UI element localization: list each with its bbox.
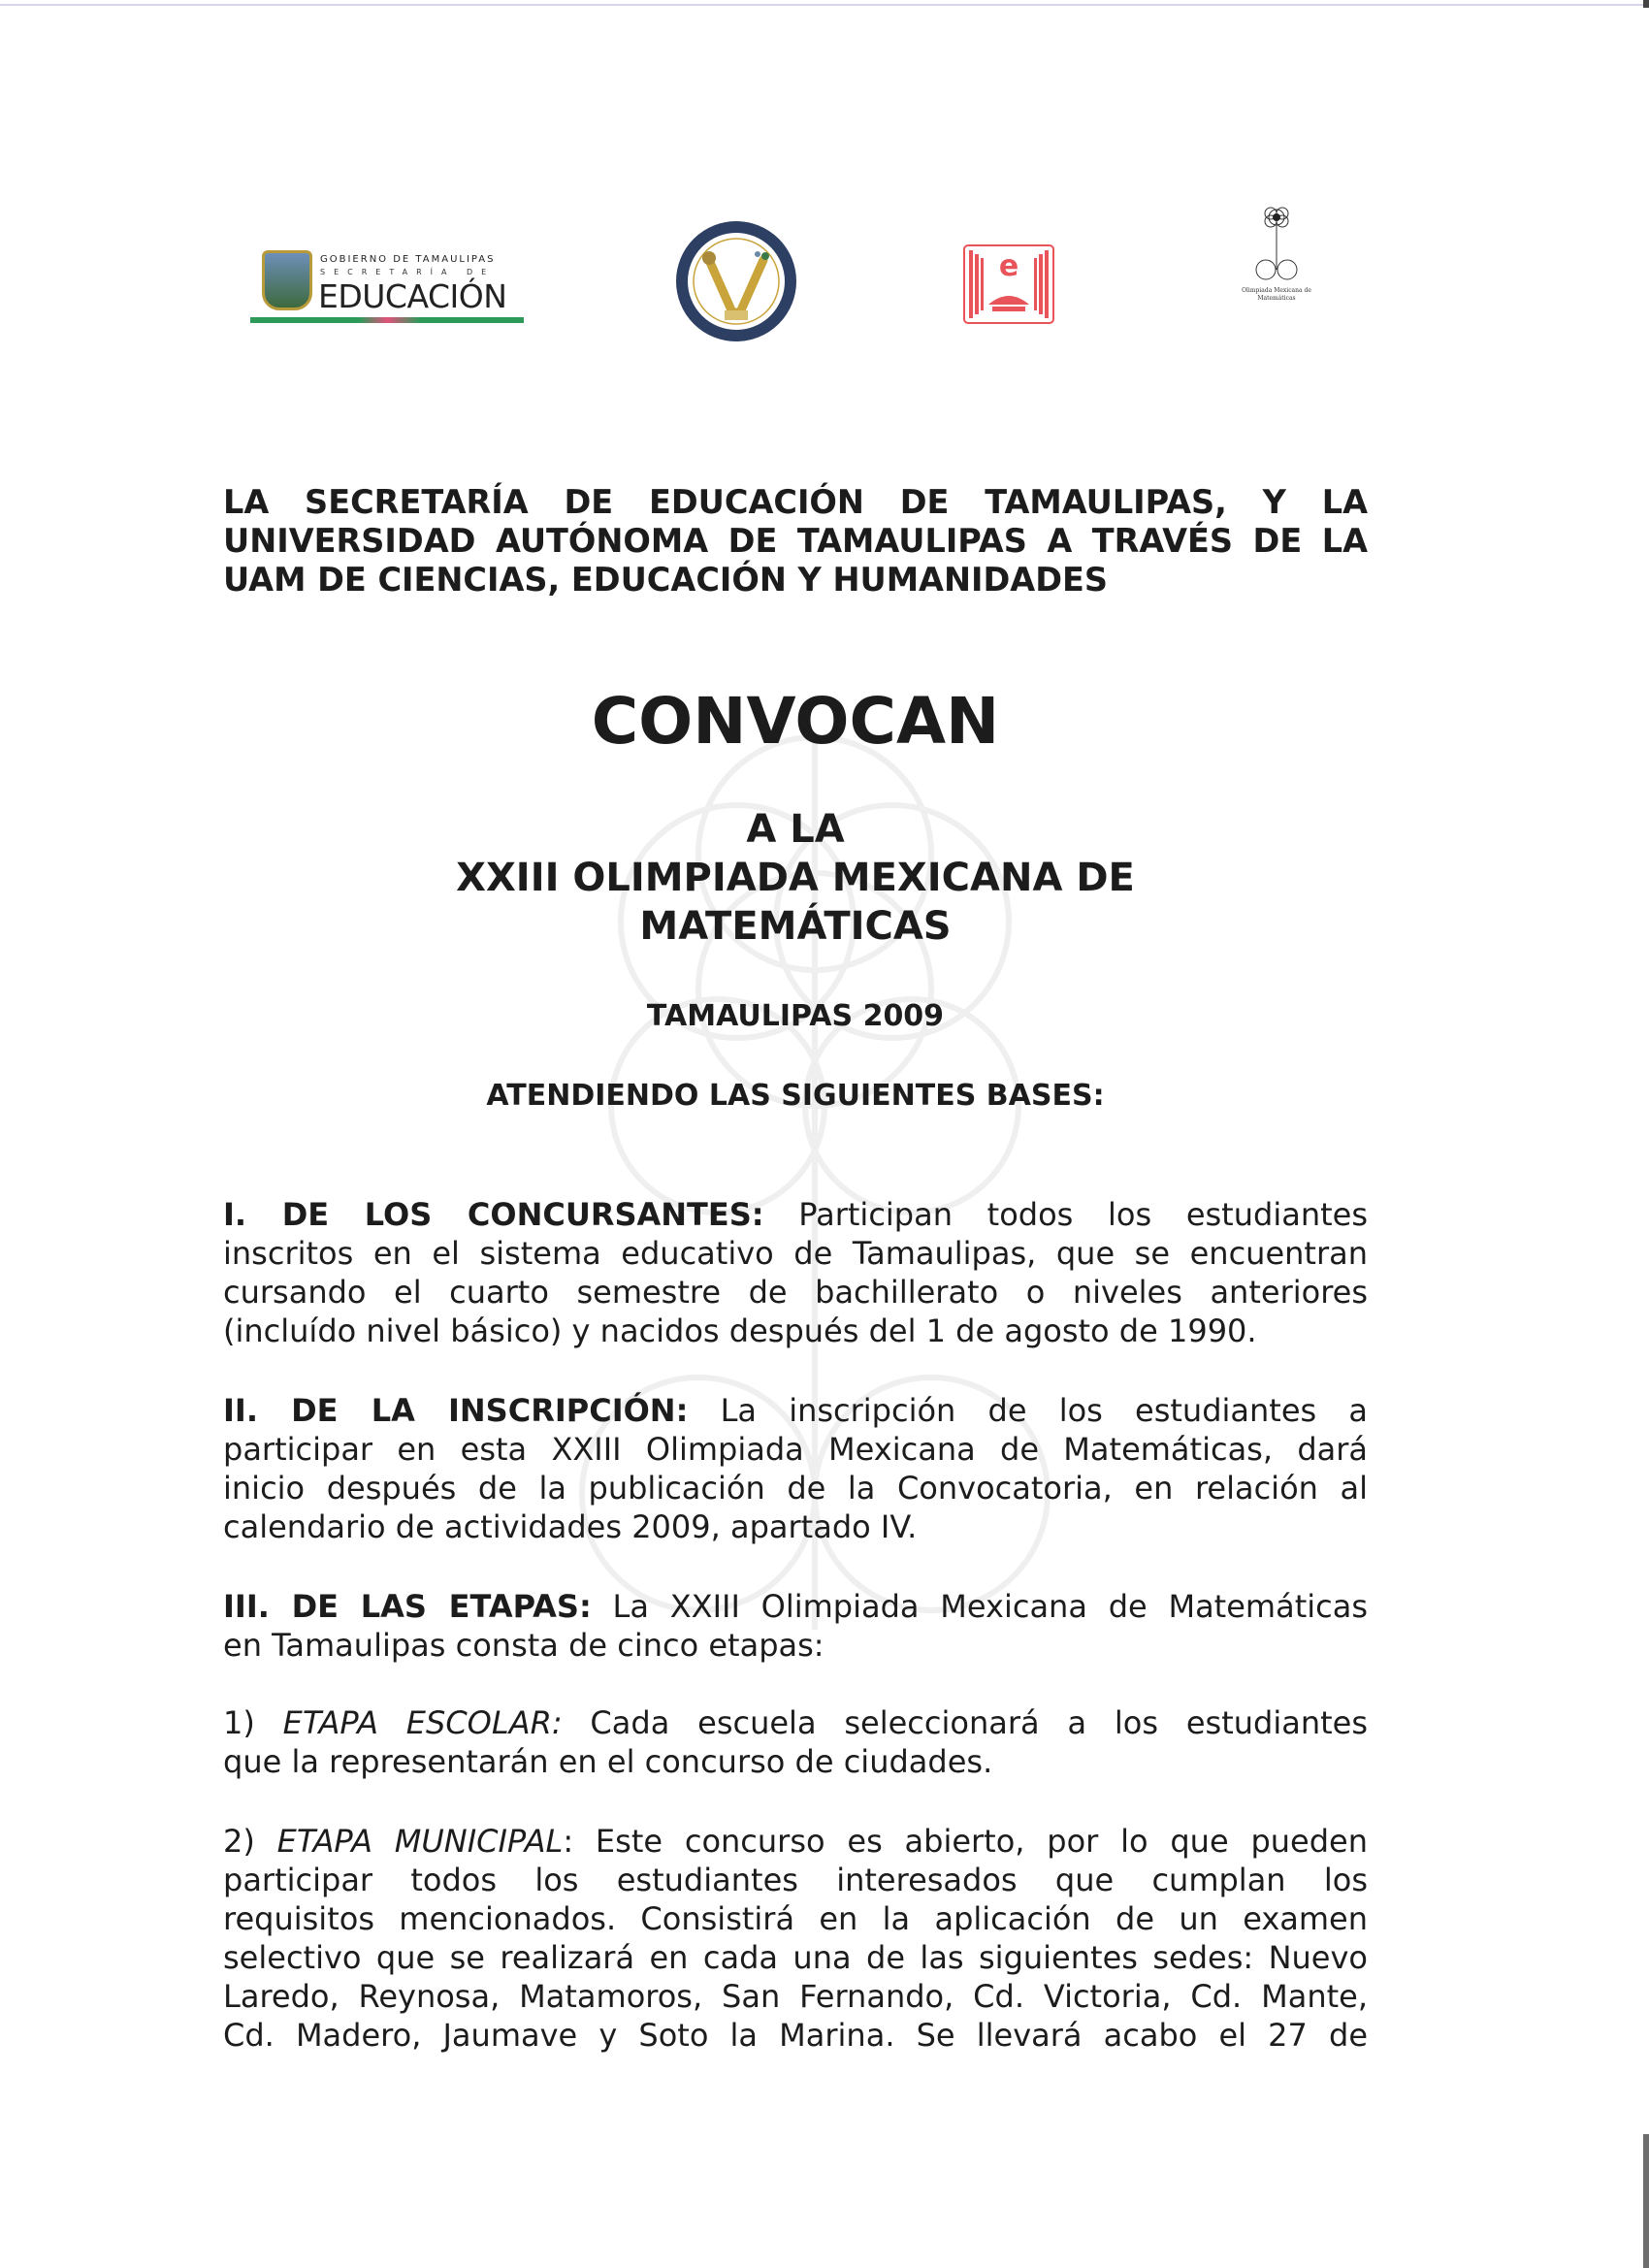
omm-logo-text xyxy=(1212,287,1341,303)
sep-logo-line3: EDUCACIÓN xyxy=(318,277,507,315)
item-text: : Este concurso es abierto, por lo que pueden xyxy=(563,1823,1369,1860)
section-text: inscritos en el sistema educativo de Tamaulipas, que se encuentran xyxy=(223,1235,1368,1272)
section-etapas xyxy=(223,1587,1368,1665)
item-text: requisitos mencionados. Consistirá en la aplicación de un examen xyxy=(223,1900,1368,1937)
title-sede: TAMAULIPAS 2009 xyxy=(646,999,945,1033)
section-text: calendario de actividades 2009, apartado IV. xyxy=(223,1508,918,1545)
etapa-municipal xyxy=(223,1822,1368,2055)
section-text: La XXIII Olimpiada Mexicana de Matemáticas xyxy=(591,1588,1369,1625)
section-text: Participan todos los estudiantes xyxy=(763,1196,1369,1233)
uam-logo-letter: e xyxy=(998,249,1019,283)
item-text: Laredo, Reynosa, Matamoros, San Fernando, Cd. Victoria, Cd. Mante, xyxy=(223,1978,1368,2015)
item-label: ETAPA ESCOLAR: xyxy=(282,1704,563,1741)
section-heading: III. DE LAS ETAPAS: xyxy=(223,1588,592,1625)
issuers-line: UAM DE CIENCIAS, EDUCACIÓN Y HUMANIDADES xyxy=(223,561,1109,599)
tamaulipas-shield-icon xyxy=(262,250,312,310)
item-text: Cada escuela seleccionará a los estudiantes xyxy=(562,1704,1369,1741)
section-heading: II. DE LA INSCRIPCIÓN: xyxy=(223,1392,689,1429)
title-a-la: A LA xyxy=(746,807,845,852)
item-text: que la representarán en el concurso de ciudades. xyxy=(223,1743,993,1780)
item-text: selectivo que se realizará en cada una de las siguientes sedes: Nuevo xyxy=(223,1939,1368,1976)
section-concursantes xyxy=(223,1195,1368,1350)
uat-seal-icon xyxy=(676,221,796,341)
issuers-line: LA SECRETARÍA DE EDUCACIÓN DE TAMAULIPAS, Y LA xyxy=(223,483,1368,521)
scan-border-top xyxy=(0,4,1649,6)
omm-emblem-icon xyxy=(1212,202,1341,285)
sep-logo-line1: GOBIERNO DE TAMAULIPAS xyxy=(320,254,496,265)
item-number: 2) xyxy=(223,1823,277,1860)
title-olimpiada: XXIII OLIMPIADA MEXICANA DE xyxy=(456,856,1135,900)
sep-logo-bar xyxy=(250,317,524,323)
section-text: inicio después de la publicación de la Convocatoria, en relación al xyxy=(223,1470,1368,1507)
convocan-title: CONVOCAN xyxy=(591,684,1000,759)
section-inscripcion xyxy=(223,1391,1368,1546)
etapa-escolar xyxy=(223,1703,1368,1781)
section-text: cursando el cuarto semestre de bachillerato o niveles anteriores xyxy=(223,1274,1368,1311)
title-matematicas: MATEMÁTICAS xyxy=(639,904,952,949)
title-bases: ATENDIENDO LAS SIGUIENTES BASES: xyxy=(486,1079,1105,1113)
sep-tamaulipas-logo xyxy=(250,244,528,326)
section-text: participar en esta XXIII Olimpiada Mexicana de Matemáticas, dará xyxy=(223,1431,1368,1468)
item-text: Cd. Madero, Jaumave y Soto la Marina. Se llevará acabo el 27 de xyxy=(223,2017,1368,2054)
omm-logo xyxy=(1212,202,1341,328)
omm-logo-line2: Matemáticas xyxy=(1257,295,1296,302)
uam-ceh-logo-icon xyxy=(963,244,1054,324)
item-number: 1) xyxy=(223,1704,283,1741)
sep-logo-line2: SECRETARÍA DE xyxy=(320,268,496,276)
scan-border-right xyxy=(1643,2134,1649,2268)
issuers-heading xyxy=(223,483,1368,599)
item-label: ETAPA MUNICIPAL xyxy=(276,1823,564,1860)
section-heading: I. DE LOS CONCURSANTES: xyxy=(223,1196,764,1233)
omm-logo-line1: Olimpiada Mexicana de xyxy=(1242,287,1311,294)
scan-corner-mark xyxy=(1643,0,1649,8)
section-text: en Tamaulipas consta de cinco etapas: xyxy=(223,1627,824,1664)
section-text: La inscripción de los estudiantes a xyxy=(688,1392,1368,1429)
section-text: (incluído nivel básico) y nacidos después del 1 de agosto de 1990. xyxy=(223,1312,1257,1349)
item-text: participar todos los estudiantes interesados que cumplan los xyxy=(223,1862,1368,1898)
issuers-line: UNIVERSIDAD AUTÓNOMA DE TAMAULIPAS A TRAVÉS DE LA xyxy=(223,522,1368,560)
